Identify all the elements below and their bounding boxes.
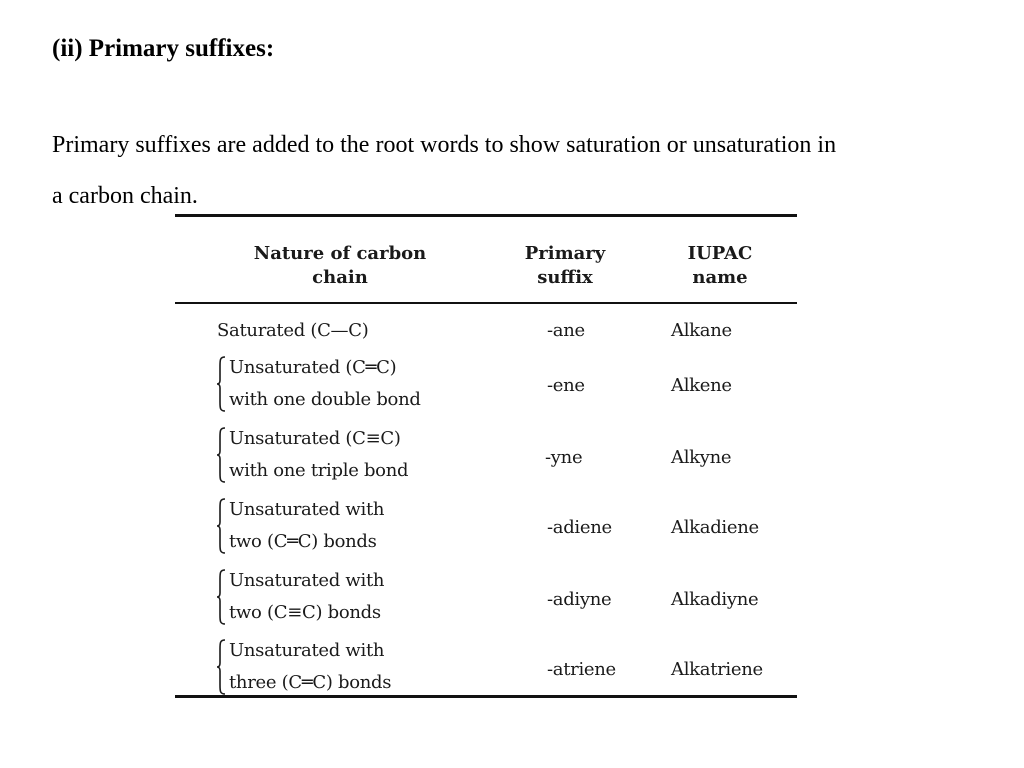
table-row-alkatriene-nature-line-2: three (C═C) bonds xyxy=(229,672,392,693)
section-heading: (ii) Primary suffixes: xyxy=(52,35,275,62)
table-row-alkene-nature-line-1: Unsaturated (C═C) xyxy=(229,357,397,378)
table-row-alkadiyne-suffix: -adiyne xyxy=(547,589,612,610)
table-row-alkadiyne-iupac: Alkadiyne xyxy=(671,589,759,610)
intro-paragraph xyxy=(52,120,1002,222)
table-row-alkyne-nature-line-1: Unsaturated (C≡C) xyxy=(229,428,401,449)
table-row-alkene-iupac: Alkene xyxy=(671,375,732,396)
table-row-alkadiyne-nature-line-2: two (C≡C) bonds xyxy=(229,602,381,623)
column-header-iupac-line-1: IUPAC xyxy=(687,243,753,264)
table-row-alkyne-nature-line-2: with one triple bond xyxy=(229,460,409,481)
intro-paragraph-line-2: a carbon chain. xyxy=(52,183,198,209)
column-header-iupac-line-2: name xyxy=(692,267,748,288)
table-row-alkene-nature xyxy=(229,352,421,416)
brace-icon xyxy=(217,569,226,625)
column-header-suffix-line-2: suffix xyxy=(537,267,593,288)
table-row-saturated-nature: Saturated (C—C) xyxy=(217,320,369,341)
table-row-alkene-nature-line-2: with one double bond xyxy=(229,389,421,410)
column-header-nature xyxy=(235,242,445,290)
table-row-alkatriene-iupac: Alkatriene xyxy=(671,659,763,680)
table-row-saturated-suffix: -ane xyxy=(547,320,585,341)
brace-icon xyxy=(217,639,226,695)
intro-paragraph-line-1: Primary suffixes are added to the root words to show saturation or unsaturation in xyxy=(52,132,837,158)
table-row-alkene-suffix: -ene xyxy=(547,375,585,396)
table-row-alkatriene-nature xyxy=(229,635,391,699)
table-row-alkadiyne-nature xyxy=(229,565,384,629)
table-row-alkatriene-suffix: -atriene xyxy=(547,659,616,680)
table-row-alkadiyne-nature-line-1: Unsaturated with xyxy=(229,570,385,591)
table-row-alkyne-iupac: Alkyne xyxy=(671,447,732,468)
table-row-alkadiene-nature-line-1: Unsaturated with xyxy=(229,499,385,520)
column-header-nature-line-1: Nature of carbon xyxy=(253,243,427,264)
brace-icon xyxy=(217,427,226,483)
table-row-alkadiene-nature xyxy=(229,494,384,558)
table-row-alkatriene-nature-line-1: Unsaturated with xyxy=(229,640,385,661)
table-row-alkyne-nature xyxy=(229,423,408,487)
primary-suffix-table xyxy=(175,214,797,699)
column-header-iupac xyxy=(665,242,775,290)
column-header-suffix-line-1: Primary xyxy=(524,243,606,264)
table-row-alkyne-suffix: -yne xyxy=(545,447,583,468)
table-row-alkadiene-iupac: Alkadiene xyxy=(671,517,759,538)
table-header-rule xyxy=(175,302,797,304)
brace-icon xyxy=(217,356,226,412)
brace-icon xyxy=(217,498,226,554)
table-row-alkadiene-nature-line-2: two (C═C) bonds xyxy=(229,531,377,552)
table-row-alkadiene-suffix: -adiene xyxy=(547,517,612,538)
column-header-nature-line-2: chain xyxy=(312,267,368,288)
column-header-suffix xyxy=(505,242,625,290)
table-row-saturated-iupac: Alkane xyxy=(671,320,732,341)
table-top-rule xyxy=(175,214,797,217)
